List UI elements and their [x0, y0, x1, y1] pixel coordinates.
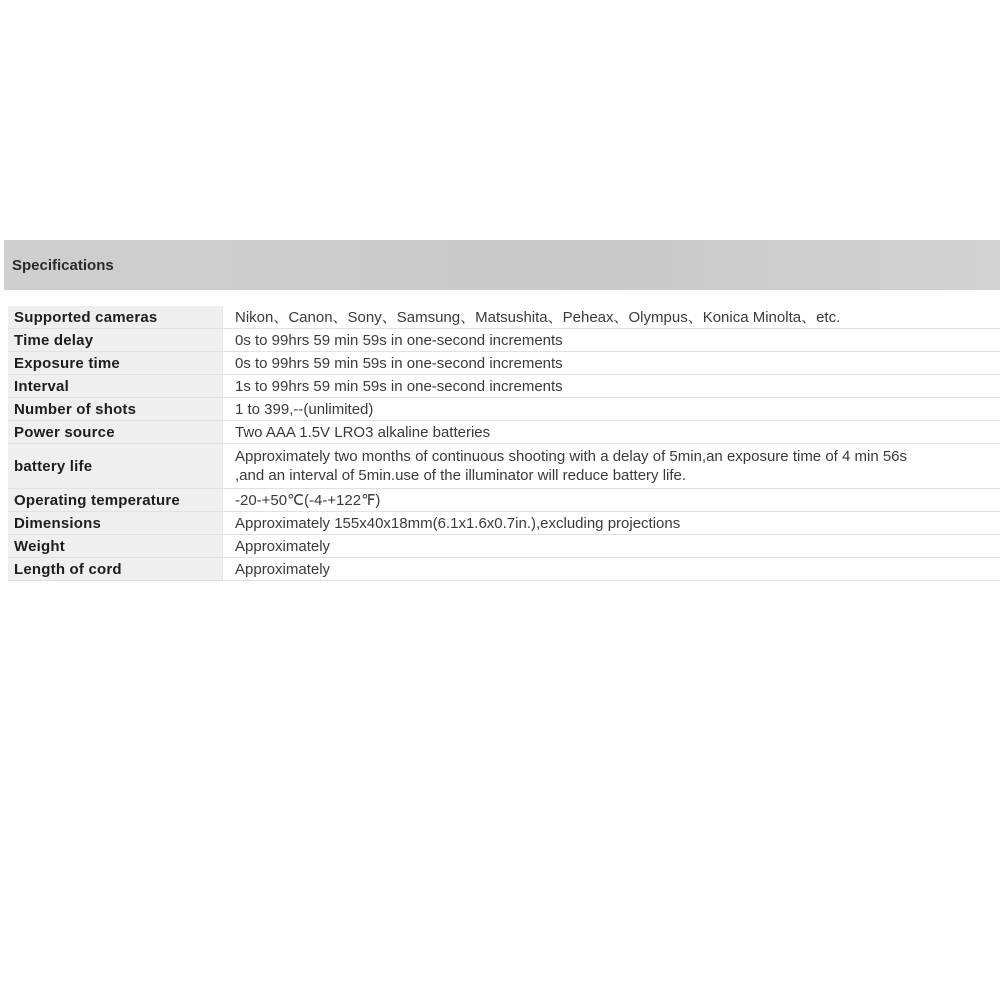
table-row [8, 489, 1000, 512]
spec-label: Operating temperature [8, 489, 223, 512]
spec-value: Nikon、Canon、Sony、Samsung、Matsushita、Peheax、Olympus、Konica Minolta、etc. [223, 306, 1000, 329]
spec-label: Weight [8, 535, 223, 558]
spec-label: Length of cord [8, 558, 223, 581]
spec-value: Approximately [223, 535, 1000, 558]
table-row [8, 352, 1000, 375]
section-title: Specifications [12, 257, 114, 274]
table-row [8, 306, 1000, 329]
spec-value: 1 to 399,--(unlimited) [223, 398, 1000, 421]
spec-label: Number of shots [8, 398, 223, 421]
spec-value-line: ,and an interval of 5min.use of the illuminator will reduce battery life. [235, 467, 687, 484]
spec-value: 0s to 99hrs 59 min 59s in one-second increments [223, 352, 1000, 375]
table-row [8, 398, 1000, 421]
spec-label: Interval [8, 375, 223, 398]
spec-value: 1s to 99hrs 59 min 59s in one-second increments [223, 375, 1000, 398]
spec-label: Time delay [8, 329, 223, 352]
spec-label: Dimensions [8, 512, 223, 535]
table-row [8, 444, 1000, 489]
table-row [8, 512, 1000, 535]
spec-value [223, 444, 1000, 489]
spec-label: Supported cameras [8, 306, 223, 329]
table-row [8, 558, 1000, 581]
table-row [8, 329, 1000, 352]
spec-label: battery life [8, 444, 223, 489]
spec-value: Approximately 155x40x18mm(6.1x1.6x0.7in.),excluding projections [223, 512, 1000, 535]
spec-value: -20-+50℃(-4-+122℉) [223, 489, 1000, 512]
table-row [8, 421, 1000, 444]
spec-value: Approximately [223, 558, 1000, 581]
spec-label: Power source [8, 421, 223, 444]
table-row [8, 535, 1000, 558]
specifications-table [8, 306, 1000, 581]
spec-value-line: Approximately two months of continuous shooting with a delay of 5min,an exposure time of 4 min 56s [235, 448, 908, 465]
spec-value: 0s to 99hrs 59 min 59s in one-second increments [223, 329, 1000, 352]
table-row [8, 375, 1000, 398]
spec-label: Exposure time [8, 352, 223, 375]
spec-value: Two AAA 1.5V LRO3 alkaline batteries [223, 421, 1000, 444]
section-header [4, 240, 1000, 290]
